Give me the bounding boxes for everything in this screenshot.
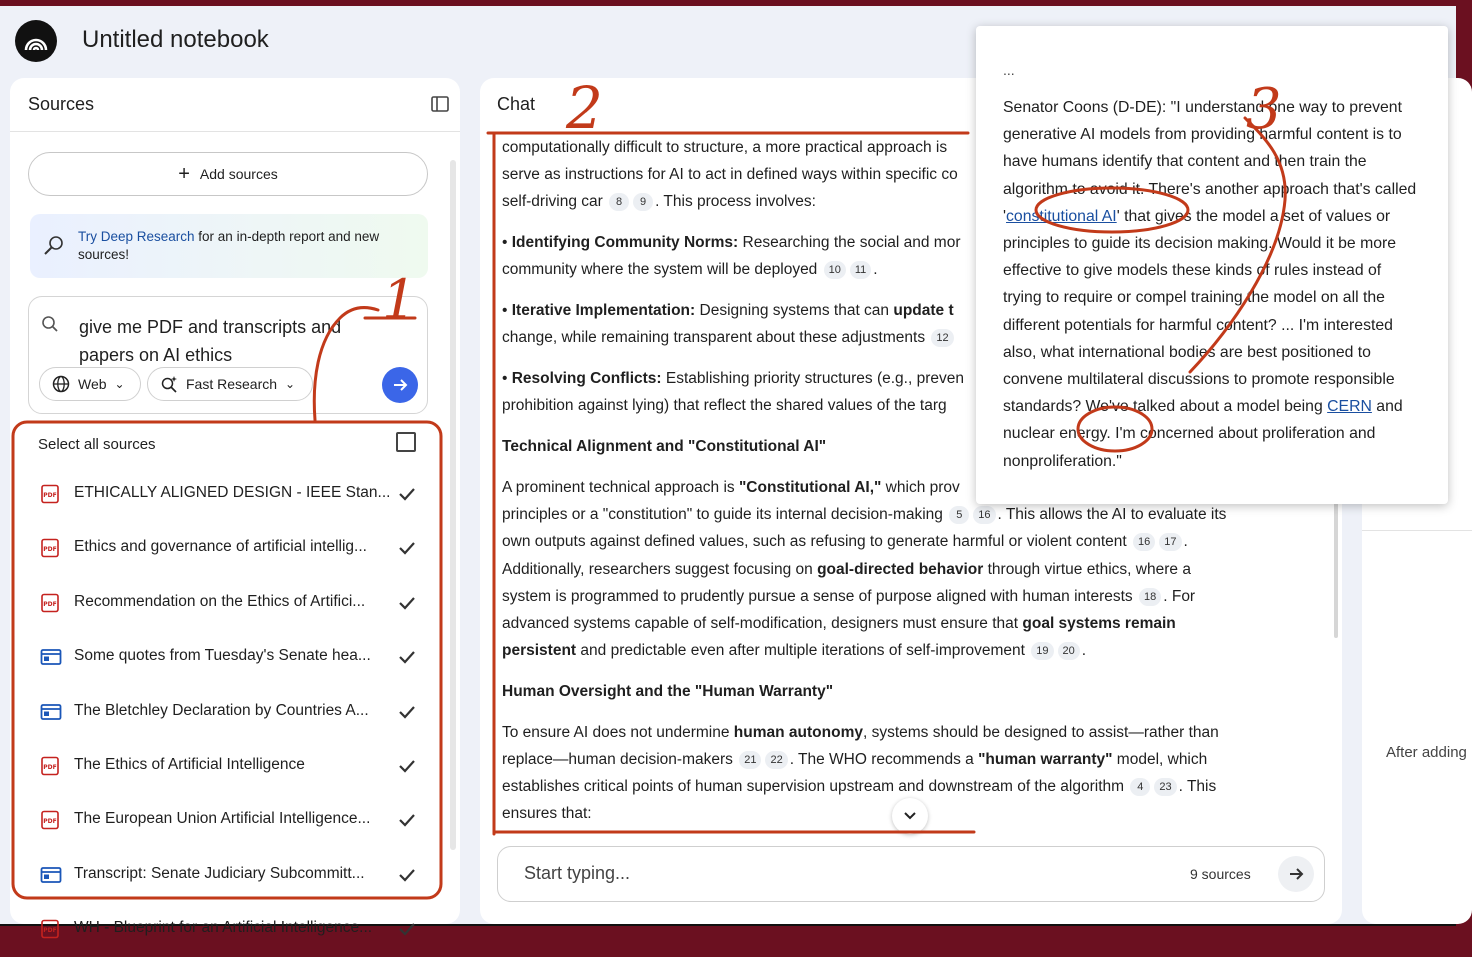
- citation-chip[interactable]: 12: [931, 329, 953, 347]
- chevron-down-icon: [902, 808, 918, 824]
- citation-chip[interactable]: 21: [739, 751, 761, 769]
- citation-chip[interactable]: 20: [1058, 642, 1080, 660]
- citation-chip[interactable]: 19: [1031, 642, 1053, 660]
- popup-text: ' that gives the model a set of values or principles to guide its decision making. Would it be more effective to give models these kinds of rules instead of trying to require or compel training the model on all the different potentials for harmful content? ... I'm interested also, what international bodies are best positioned to convene multilateral discussions to promote responsible standards? We've talked about a model being: [1003, 207, 1397, 416]
- source-list: [10, 424, 450, 937]
- search-icon: [41, 315, 59, 333]
- chat-text: Designing systems that can: [695, 302, 894, 320]
- deep-research-text: [78, 228, 418, 264]
- arrow-right-icon: [391, 376, 409, 394]
- citation-chip[interactable]: 11: [850, 261, 871, 279]
- research-query-box[interactable]: [28, 296, 428, 414]
- chat-text: A prominent technical approach is: [502, 479, 739, 496]
- chat-text: advanced systems capable of self-modification, designers must ensure that: [502, 615, 1023, 633]
- annotation-label-3: 3: [1246, 77, 1282, 142]
- chat-bullet: • Resolving Conflicts: Establishing priority structures (e.g., preven prohibition against lying) that reflect the shared values of the targ: [502, 370, 964, 415]
- divider: [1362, 530, 1472, 531]
- chat-text: Establishing priority structures (e.g., preven: [661, 370, 964, 388]
- svg-text:PDF: PDF: [43, 492, 57, 499]
- citation-chip[interactable]: 9: [633, 193, 653, 211]
- source-label: The European Union Artificial Intelligence...: [74, 810, 371, 828]
- chat-input-box[interactable]: [497, 846, 1325, 902]
- source-label: ETHICALLY ALIGNED DESIGN - IEEE Stan...: [74, 484, 391, 501]
- chat-text: To ensure AI does not undermine: [502, 723, 734, 741]
- submit-research-button[interactable]: [382, 367, 418, 403]
- chat-text: . This: [1178, 778, 1217, 796]
- chat-text: model, which: [1112, 751, 1208, 769]
- sources-scrollbar[interactable]: [450, 160, 456, 850]
- sparkle-search-icon: [160, 375, 178, 393]
- annotation-label-1: 1: [382, 268, 417, 331]
- select-all-label: Select all sources: [38, 436, 156, 453]
- source-label: Ethics and governance of artificial intellig...: [74, 538, 367, 556]
- deep-research-banner[interactable]: [30, 214, 428, 278]
- chat-text: community where the system will be deployed: [502, 261, 818, 279]
- source-label: The Bletchley Declaration by Countries A...: [74, 701, 369, 719]
- chevron-down-icon: ⌄: [285, 377, 296, 391]
- chat-text: , systems should be designed to assist—rather than: [862, 723, 1219, 741]
- web-doc-icon: [40, 702, 62, 722]
- chat-paragraph: A prominent technical approach is "Constitutional AI," which prov principles or a "constitution" to guide its internal decision-making 5 16 . This allows the AI to evaluate its own outputs against defined values, such as refusing to generate harmful or violent content 16 17 . Additionally, researchers suggest focusing on goal-directed behavior through virtue ethics, where a system is programmed to prudently pursue a sense of purpose aligned with human interests 18 . For advanced systems capable of self-modification, designers must ensure that goal systems remain persistent and predictable even after multiple iterations of self-improvement 19 20 .: [502, 479, 1227, 660]
- source-item[interactable]: [10, 903, 450, 957]
- chat-text: . This process involves:: [655, 193, 816, 211]
- sources-title: Sources: [28, 94, 95, 114]
- chat-text: which prov: [881, 479, 960, 496]
- pdf-icon: [40, 484, 62, 504]
- chat-bullet: • Iterative Implementation: Designing systems that can update t change, while remaining transparent about these adjustments 12: [502, 302, 954, 347]
- deep-research-desc: for an in-depth report and new sources!: [78, 229, 380, 262]
- source-item[interactable]: [10, 794, 450, 848]
- fast-research-dropdown[interactable]: [147, 367, 313, 401]
- source-checkbox[interactable]: [396, 646, 418, 668]
- svg-text:PDF: PDF: [43, 764, 57, 771]
- sources-header: [10, 78, 460, 132]
- popup-text: and nuclear energy. I'm concerned about proliferation and nonproliferation.": [1003, 398, 1403, 470]
- source-item[interactable]: [10, 686, 450, 740]
- globe-icon: [52, 375, 70, 393]
- fast-research-label: Fast Research: [186, 376, 278, 392]
- chat-title: Chat: [497, 94, 536, 114]
- chevron-down-icon: ⌄: [114, 377, 125, 391]
- annotation-label-2: 2: [566, 74, 603, 142]
- source-checkbox[interactable]: [396, 483, 418, 505]
- chat-heading: Human Oversight and the "Human Warranty": [502, 683, 834, 701]
- sources-panel: [10, 78, 460, 937]
- svg-text:PDF: PDF: [43, 546, 57, 554]
- svg-text:PDF: PDF: [43, 600, 57, 608]
- citation-chip[interactable]: 16: [1133, 533, 1155, 551]
- chat-text: . For: [1163, 587, 1196, 605]
- svg-text:PDF: PDF: [43, 818, 57, 826]
- chat-text: . The WHO recommends a: [789, 751, 979, 769]
- chat-bold-text: Iterative Implementation:: [511, 302, 696, 320]
- source-label: Recommendation on the Ethics of Artifici...: [74, 592, 366, 610]
- add-sources-button[interactable]: [28, 152, 428, 196]
- deep-research-link[interactable]: Try Deep Research: [78, 229, 195, 244]
- web-doc-icon: [40, 865, 62, 885]
- citation-popup: [976, 26, 1448, 504]
- chat-bullet: • Identifying Community Norms: Researching the social and mor community where the system will be deployed 10 11 .: [502, 234, 961, 279]
- collapse-panel-icon[interactable]: [430, 94, 450, 114]
- arrow-right-icon: [1287, 865, 1305, 883]
- web-chip-label: Web: [78, 376, 107, 392]
- scroll-to-bottom-button[interactable]: [892, 798, 928, 834]
- cern-link[interactable]: CERN: [1327, 398, 1372, 416]
- popup-ellipsis: ...: [1003, 62, 1015, 78]
- source-label: The Ethics of Artificial Intelligence: [74, 756, 305, 773]
- chat-bold-text: Identifying Community Norms:: [511, 234, 739, 252]
- chat-bold-text: Resolving Conflicts:: [511, 370, 662, 388]
- source-item[interactable]: [10, 468, 450, 522]
- chat-text: Additionally, researchers suggest focusing on: [502, 560, 818, 578]
- pdf-icon: [40, 810, 62, 830]
- research-query-input[interactable]: give me PDF and transcripts and papers on AI ethics: [79, 317, 342, 365]
- chat-input-placeholder[interactable]: Start typing...: [524, 863, 631, 883]
- chat-text: computationally difficult to structure, a more practical approach is: [502, 139, 948, 156]
- citation-chip[interactable]: 23: [1154, 778, 1176, 796]
- chat-text: own outputs against defined values, such as refusing to generate harmful or violent content: [502, 533, 1127, 551]
- citation-chip[interactable]: 8: [609, 193, 629, 211]
- chat-bold-text: human autonomy: [733, 723, 863, 741]
- chat-text: self-driving car: [502, 193, 603, 211]
- chat-text: replace—human decision-makers: [502, 751, 733, 769]
- citation-chip[interactable]: 5: [949, 506, 969, 524]
- source-checkbox[interactable]: [396, 537, 418, 559]
- citation-chip[interactable]: 16: [973, 506, 995, 524]
- chat-text: and predictable even after multiple iterations of self-improvement: [576, 642, 1025, 660]
- source-checkbox[interactable]: [396, 755, 418, 777]
- constitutional-ai-link[interactable]: constitutional AI: [1006, 207, 1117, 225]
- source-item[interactable]: [10, 577, 450, 631]
- notebook-title[interactable]: Untitled notebook: [82, 26, 269, 53]
- citation-chip[interactable]: 18: [1139, 588, 1161, 606]
- citation-chip[interactable]: 4: [1130, 778, 1150, 796]
- svg-text:PDF: PDF: [43, 927, 57, 935]
- chat-bold-text: goal-directed behavior: [817, 560, 984, 578]
- pdf-icon: [40, 756, 62, 776]
- source-checkbox[interactable]: [396, 592, 418, 614]
- source-item[interactable]: [10, 522, 450, 576]
- pdf-icon: [40, 538, 62, 558]
- chat-bold-text: persistent: [502, 642, 577, 660]
- source-item[interactable]: [10, 631, 450, 685]
- chat-text: prohibition against lying) that reflect the shared values of the targ: [502, 397, 947, 415]
- chat-text: serve as instructions for AI to act in defined ways within specific co: [502, 166, 958, 184]
- web-source-dropdown[interactable]: [39, 367, 141, 401]
- chat-text: change, while remaining transparent about these adjustments: [502, 329, 926, 347]
- popup-text: Senator Coons (D-DE): "I understand one way to prevent generative AI models from providing harmful content is to have humans identify that content and then train the algorithm to avoid it. There's another approach that's called ': [1003, 99, 1417, 225]
- plus-icon: +: [178, 163, 190, 185]
- chat-text: establishes critical points of human supervision upstream and downstream of the algorithm: [502, 778, 1125, 796]
- chat-bold-text: "Constitutional AI,": [738, 479, 882, 496]
- chat-bold-text: update t: [893, 302, 954, 320]
- web-doc-icon: [40, 647, 62, 667]
- chat-text: Researching the social and mor: [738, 234, 961, 252]
- source-item[interactable]: [10, 849, 450, 903]
- citation-chip[interactable]: 17: [1159, 533, 1181, 551]
- studio-hint-text: After adding: [1386, 744, 1467, 761]
- pdf-icon: [40, 919, 62, 939]
- add-sources-label: Add sources: [199, 166, 278, 182]
- source-label: Transcript: Senate Judiciary Subcommitt...: [74, 864, 365, 882]
- app-window: [0, 6, 1467, 937]
- popup-quote: [1003, 94, 1423, 475]
- chat-text: through virtue ethics, where a: [983, 560, 1191, 578]
- select-all-checkbox[interactable]: [396, 432, 416, 452]
- chat-text: system is programmed to prudently pursue a sense of purpose aligned with human interests: [502, 587, 1133, 605]
- pdf-icon: [40, 593, 62, 613]
- chat-text: ensures that:: [502, 805, 592, 823]
- source-checkbox[interactable]: [396, 864, 418, 886]
- chat-bold-text: "human warranty": [978, 751, 1113, 769]
- send-button[interactable]: [1278, 856, 1314, 892]
- citation-chip[interactable]: 10: [824, 261, 846, 279]
- sources-count: 9 sources: [1190, 866, 1251, 882]
- citation-chip[interactable]: 22: [765, 751, 787, 769]
- source-checkbox[interactable]: [396, 918, 418, 940]
- source-item[interactable]: [10, 740, 450, 794]
- chat-text: principles or a "constitution" to guide its internal decision-making: [502, 506, 943, 524]
- magnifier-icon: [42, 234, 66, 258]
- source-checkbox[interactable]: [396, 701, 418, 723]
- source-checkbox[interactable]: [396, 809, 418, 831]
- notebooklm-logo-icon[interactable]: [15, 20, 57, 62]
- chat-heading: Technical Alignment and "Constitutional AI": [502, 438, 827, 456]
- chat-text: . This allows the AI to evaluate its: [997, 506, 1227, 524]
- chat-bold-text: goal systems remain: [1022, 615, 1176, 633]
- source-label: Some quotes from Tuesday's Senate hea...: [74, 647, 371, 665]
- source-label: WH - Blueprint for an Artificial Intelligence...: [74, 919, 373, 937]
